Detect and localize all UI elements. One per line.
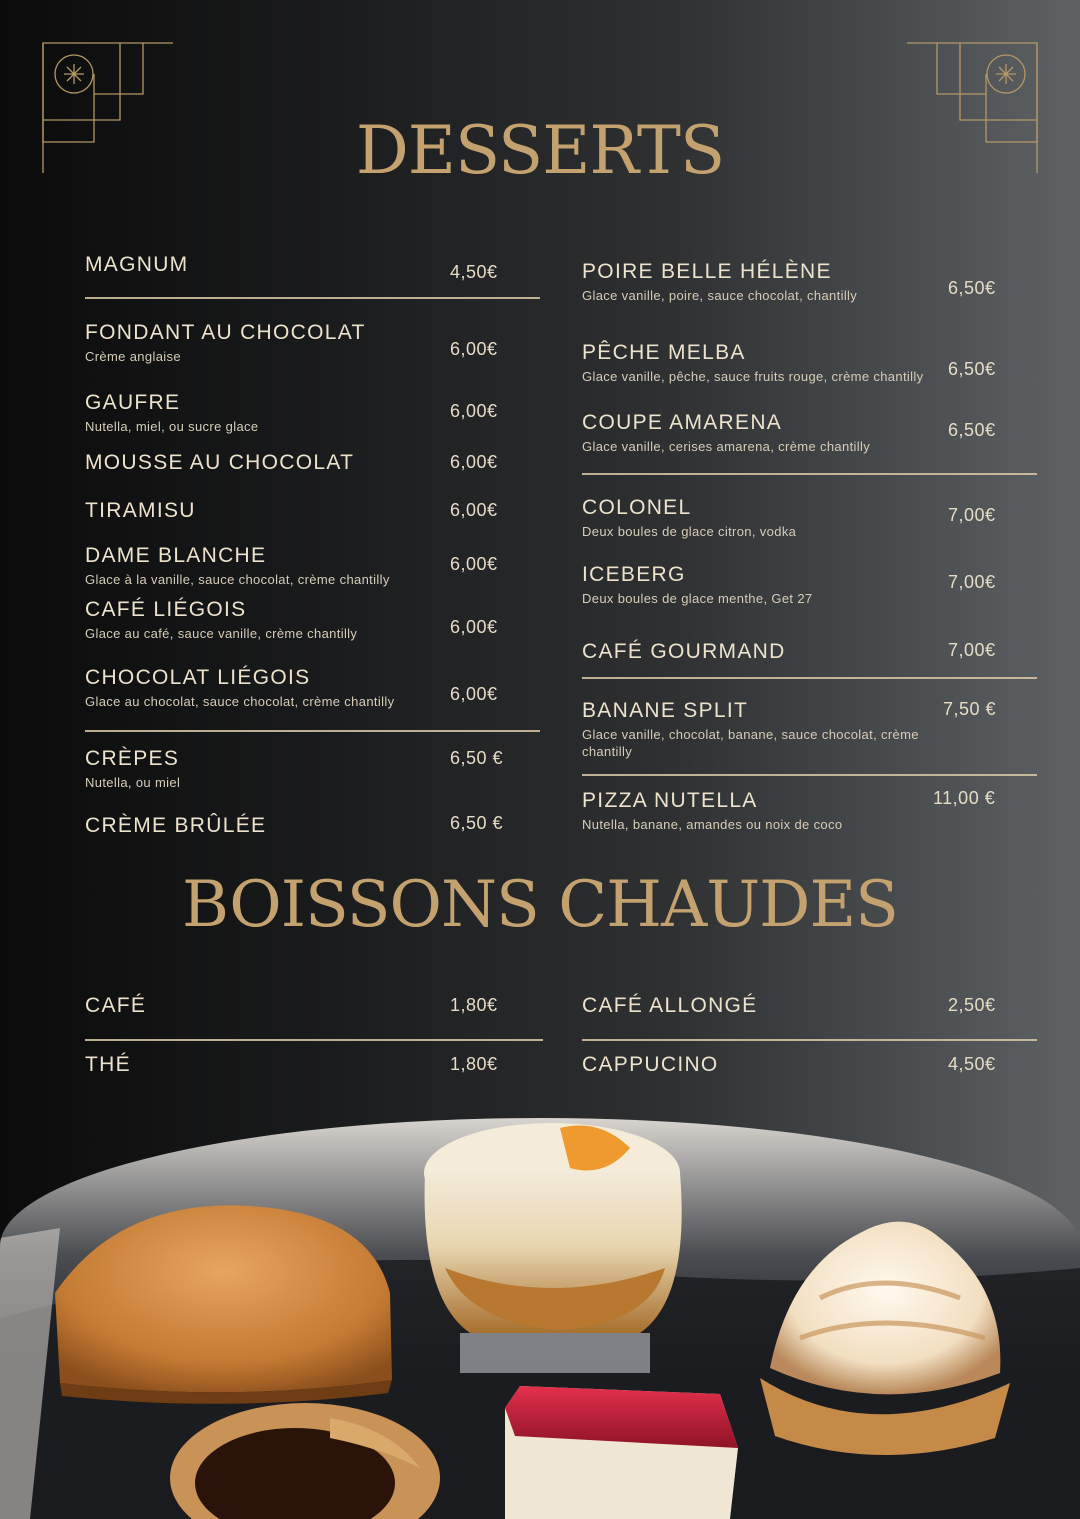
menu-item — [85, 391, 258, 435]
section-title-boissons-chaudes: BOISSONS CHAUDES — [182, 868, 898, 942]
menu-item — [582, 563, 813, 607]
drink-item — [85, 994, 146, 1018]
item-name: CAFÉ ALLONGÉ — [582, 994, 758, 1017]
item-description: Nutella, miel, ou sucre glace — [85, 419, 259, 434]
menu-item — [582, 640, 786, 664]
item-description: Nutella, banane, amandes ou noix de coco — [582, 817, 843, 832]
item-name: FONDANT AU CHOCOLAT — [85, 321, 366, 344]
item-price: 6,00€ — [450, 339, 498, 359]
item-name: CRÈPES — [85, 747, 180, 770]
item-price: 6,00€ — [450, 452, 498, 472]
item-name: PÊCHE MELBA — [582, 341, 746, 364]
menu-item — [85, 321, 366, 365]
item-name: MOUSSE AU CHOCOLAT — [85, 451, 355, 474]
item-name: CAFÉ GOURMAND — [582, 640, 786, 663]
item-name: CRÈME BRÛLÉE — [85, 814, 267, 837]
item-name: CAPPUCINO — [582, 1053, 719, 1076]
item-price: 1,80€ — [450, 995, 498, 1015]
menu-item — [85, 253, 188, 277]
section-title-desserts: DESSERTS — [355, 112, 725, 189]
menu-item — [85, 544, 390, 588]
item-description: Deux boules de glace citron, vodka — [582, 524, 797, 539]
item-name: COLONEL — [582, 496, 692, 519]
item-name: THÉ — [85, 1053, 131, 1076]
item-description: Glace à la vanille, sauce chocolat, crème chantilly — [85, 572, 390, 587]
item-name: GAUFRE — [85, 391, 181, 414]
menu-item — [582, 789, 842, 833]
item-price: 6,50€ — [948, 420, 996, 440]
item-price: 4,50€ — [450, 262, 498, 282]
menu-item — [85, 499, 196, 523]
item-name: CHOCOLAT LIÉGOIS — [85, 666, 311, 689]
item-description: Nutella, ou miel — [85, 775, 181, 790]
item-price: 6,00€ — [450, 554, 498, 574]
menu-item — [85, 598, 357, 642]
item-price: 6,00€ — [450, 617, 498, 637]
desserts-photo — [0, 1118, 1080, 1519]
divider — [582, 1039, 1037, 1041]
item-name: COUPE AMARENA — [582, 411, 783, 434]
menu-item — [582, 496, 796, 540]
item-price: 7,00€ — [948, 505, 996, 525]
item-price: 4,50€ — [948, 1054, 996, 1074]
menu-item — [582, 699, 952, 760]
drink-item — [582, 994, 758, 1018]
item-price: 6,50€ — [948, 278, 996, 298]
item-price: 7,50 € — [943, 699, 997, 719]
item-description: Crème anglaise — [85, 349, 181, 364]
item-name: CAFÉ LIÉGOIS — [85, 598, 247, 621]
menu-item — [85, 451, 354, 475]
item-price: 1,80€ — [450, 1054, 498, 1074]
item-name: CAFÉ — [85, 994, 147, 1017]
menu-item — [85, 814, 266, 838]
divider — [85, 730, 540, 732]
item-price: 6,00€ — [450, 401, 498, 421]
item-price: 6,50€ — [948, 359, 996, 379]
item-description: Deux boules de glace menthe, Get 27 — [582, 591, 813, 606]
item-price: 6,00€ — [450, 500, 498, 520]
divider — [85, 1039, 543, 1041]
item-price: 7,00€ — [948, 572, 996, 592]
item-name: TIRAMISU — [85, 499, 196, 522]
drink-item — [85, 1053, 131, 1077]
item-name: ICEBERG — [582, 563, 686, 586]
divider — [582, 677, 1037, 679]
item-name: POIRE BELLE HÉLÈNE — [582, 260, 832, 283]
item-description: Glace vanille, chocolat, banane, sauce chocolat, crème chantilly — [582, 727, 919, 759]
item-description: Glace au chocolat, sauce chocolat, crème chantilly — [85, 694, 395, 709]
item-description: Glace au café, sauce vanille, crème chantilly — [85, 626, 358, 641]
menu-item — [582, 341, 924, 385]
item-price: 2,50€ — [948, 995, 996, 1015]
menu-item — [582, 260, 857, 304]
desserts-illustration — [0, 1118, 1080, 1519]
item-description: Glace vanille, cerises amarena, crème chantilly — [582, 439, 871, 454]
divider — [85, 297, 540, 299]
item-name: PIZZA NUTELLA — [582, 789, 758, 812]
item-name: MAGNUM — [85, 253, 189, 276]
item-price: 11,00 € — [933, 788, 996, 808]
item-price: 6,50 € — [450, 813, 504, 833]
item-price: 6,50 € — [450, 748, 504, 768]
menu-item — [85, 666, 394, 710]
menu-item — [85, 747, 180, 791]
menu-item — [582, 411, 870, 455]
item-price: 6,00€ — [450, 684, 498, 704]
item-name: DAME BLANCHE — [85, 544, 267, 567]
divider — [582, 774, 1037, 776]
item-description: Glace vanille, poire, sauce chocolat, chantilly — [582, 288, 858, 303]
item-description: Glace vanille, pêche, sauce fruits rouge, crème chantilly — [582, 369, 924, 384]
item-name: BANANE SPLIT — [582, 699, 749, 722]
drink-item — [582, 1053, 719, 1077]
item-price: 7,00€ — [948, 640, 996, 660]
divider — [582, 473, 1037, 475]
